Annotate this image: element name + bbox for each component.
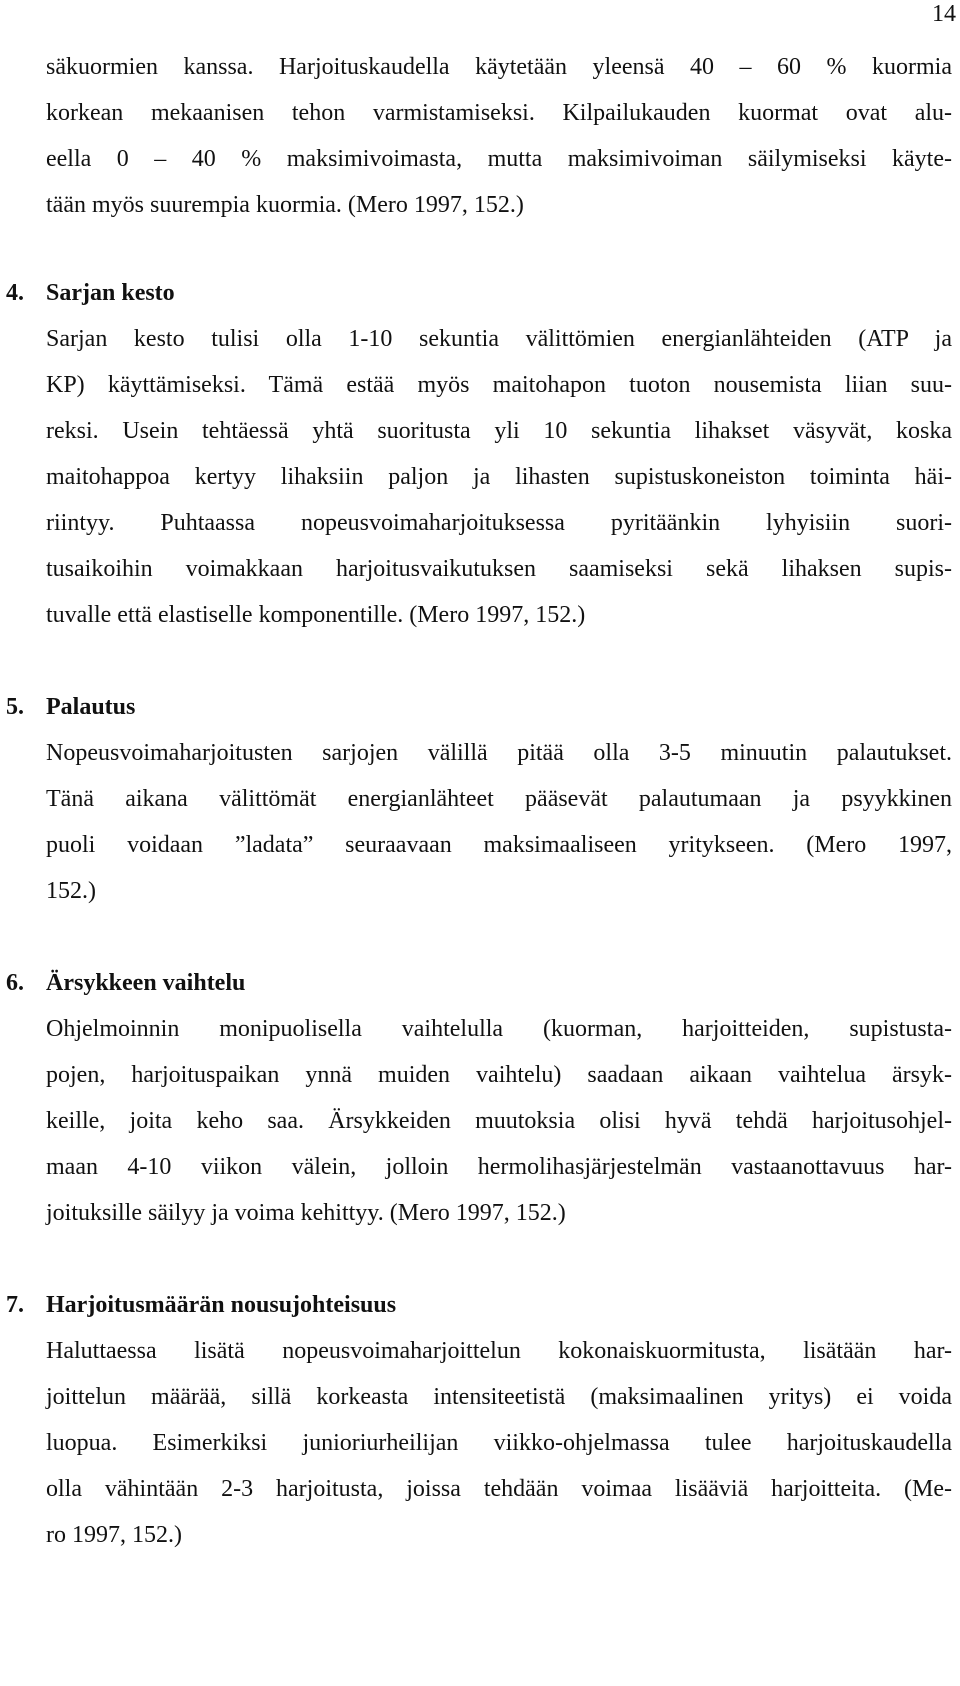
text-line: joituksille säilyy ja voima kehittyy. (Mero 1997, 152.) xyxy=(46,1200,566,1226)
section-heading xyxy=(6,1282,952,1328)
section-title: Ärsykkeen vaihtelu xyxy=(46,970,246,996)
text-line: eella 0 – 40 % maksimivoimasta, mutta maksimivoiman säilymiseksi käyte- xyxy=(46,146,952,172)
text-line: Ohjelmoinnin monipuolisella vaihtelulla (kuorman, harjoitteiden, supistusta- xyxy=(46,1016,952,1042)
section-title: Sarjan kesto xyxy=(46,280,175,306)
section-heading xyxy=(6,960,952,1006)
text-line: korkean mekaanisen tehon varmistamiseksi. Kilpailukauden kuormat ovat alu- xyxy=(46,100,952,126)
text-line: Sarjan kesto tulisi olla 1-10 sekuntia välittömien energianlähteiden (ATP ja xyxy=(46,326,952,352)
text-line: keille, joita keho saa. Ärsykkeiden muutoksia olisi hyvä tehdä harjoitusohjel- xyxy=(46,1108,952,1134)
section-paragraph xyxy=(46,316,952,638)
text-line: riintyy. Puhtaassa nopeusvoimaharjoituksessa pyritäänkin lyhyisiin suori- xyxy=(46,510,952,536)
section-number: 7. xyxy=(6,1292,24,1318)
text-line: olla vähintään 2-3 harjoitusta, joissa tehdään voimaa lisääviä harjoitteita. (Me- xyxy=(46,1476,952,1502)
text-line: säkuormien kanssa. Harjoituskaudella käytetään yleensä 40 – 60 % kuormia xyxy=(46,54,952,80)
section-number: 6. xyxy=(6,970,24,996)
text-line: tusaikoihin voimakkaan harjoitusvaikutuksen saamiseksi sekä lihaksen supis- xyxy=(46,556,952,582)
text-line: joittelun määrää, sillä korkeasta intensiteetistä (maksimaalinen yritys) ei voida xyxy=(46,1384,952,1410)
text-line: 152.) xyxy=(46,878,96,904)
text-line: Tänä aikana välittömät energianlähteet pääsevät palautumaan ja psyykkinen xyxy=(46,786,952,812)
section-palautus xyxy=(6,684,952,914)
section-paragraph xyxy=(46,1006,952,1236)
page-number: 14 xyxy=(932,1,956,27)
text-line: Haluttaessa lisätä nopeusvoimaharjoittelun kokonaiskuormitusta, lisätään har- xyxy=(46,1338,952,1364)
section-sarjan-kesto xyxy=(6,270,952,638)
text-line: maitohappoa kertyy lihaksiin paljon ja lihasten supistuskoneiston toiminta häi- xyxy=(46,464,952,490)
text-line: ro 1997, 152.) xyxy=(46,1522,182,1548)
section-title: Harjoitusmäärän nousujohteisuus xyxy=(46,1292,397,1318)
text-line: Nopeusvoimaharjoitusten sarjojen välillä pitää olla 3-5 minuutin palautukset. xyxy=(46,740,952,766)
text-line: luopua. Esimerkiksi junioriurheilijan viikko-ohjelmassa tulee harjoituskaudella xyxy=(46,1430,952,1456)
section-title: Palautus xyxy=(46,694,136,720)
text-line: puoli voidaan ”ladata” seuraavaan maksimaaliseen yritykseen. (Mero 1997, xyxy=(46,832,952,858)
section-number: 5. xyxy=(6,694,24,720)
document-body xyxy=(6,44,952,1558)
section-heading xyxy=(6,270,952,316)
intro-paragraph xyxy=(46,44,952,228)
text-line: pojen, harjoituspaikan ynnä muiden vaihtelu) saadaan aikaan vaihtelua ärsyk- xyxy=(46,1062,952,1088)
text-line: maan 4-10 viikon välein, jolloin hermolihasjärjestelmän vastaanottavuus har- xyxy=(46,1154,952,1180)
section-paragraph xyxy=(46,1328,952,1558)
text-line: tään myös suurempia kuormia. (Mero 1997, 152.) xyxy=(46,192,524,218)
text-line: reksi. Usein tehtäessä yhtä suoritusta yli 10 sekuntia lihakset väsyvät, koska xyxy=(46,418,952,444)
section-paragraph xyxy=(46,730,952,914)
section-arsykkeen-vaihtelu xyxy=(6,960,952,1236)
text-line: KP) käyttämiseksi. Tämä estää myös maitohapon tuoton nousemista liian suu- xyxy=(46,372,952,398)
section-heading xyxy=(6,684,952,730)
text-line: tuvalle että elastiselle komponentille. (Mero 1997, 152.) xyxy=(46,602,586,628)
section-harjoitusmaaran-nousujohteisuus xyxy=(6,1282,952,1558)
section-number: 4. xyxy=(6,280,24,306)
